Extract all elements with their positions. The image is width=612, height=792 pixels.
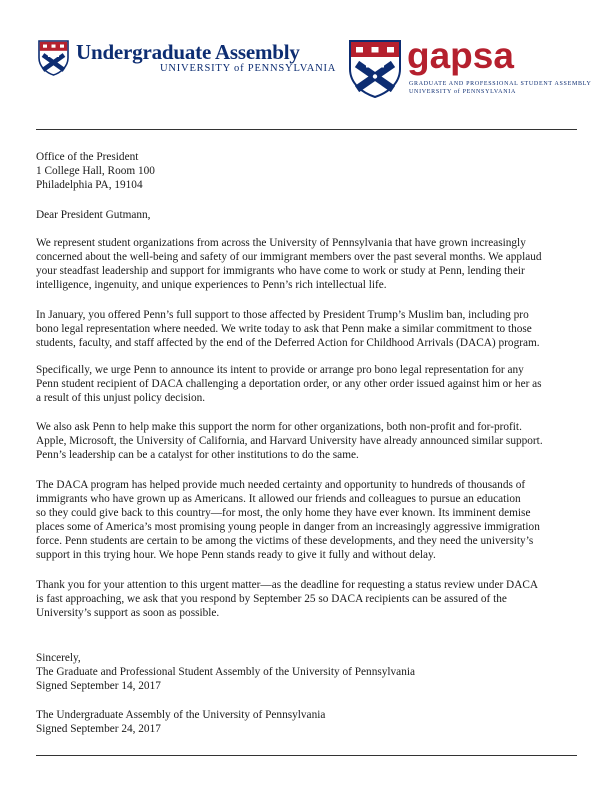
- footer-divider: [36, 755, 577, 756]
- paragraph-line: In January, you offered Penn’s full support to those affected by President Trump’s Muslim ban, including pro: [36, 309, 529, 321]
- second-signature-block: [36, 709, 577, 737]
- paragraph-line: force. Penn students are certain to be among the victims of these developments, and they need the university’s: [36, 534, 534, 547]
- paragraph-line: a result of this unjust policy decision.: [36, 391, 206, 404]
- penn-shield-icon: [349, 40, 401, 98]
- salutation: Dear President Gutmann,: [36, 209, 151, 221]
- paragraph-line: so they could give back to this country—for most, the only home they have ever known. Its imminent demise: [36, 506, 531, 519]
- ua-logo: [38, 40, 338, 80]
- body-paragraph: [36, 364, 577, 406]
- ua-name: Undergraduate Assembly: [76, 40, 300, 64]
- signature-org: The Undergraduate Assembly of the University of Pennsylvania: [36, 709, 326, 721]
- penn-shield-icon: [38, 40, 69, 76]
- gapsa-university: UNIVERSITY of PENNSYLVANIA: [409, 89, 516, 95]
- paragraph-line: University’s support as soon as possible.: [36, 606, 220, 619]
- ua-university: UNIVERSITY of PENNSYLVANIA: [160, 63, 337, 74]
- paragraph-line: your steadfast leadership and support for immigrants who have come to work or study at Penn, lending their: [36, 264, 525, 277]
- address-line: Philadelphia PA, 19104: [36, 178, 143, 191]
- header-divider: [36, 129, 577, 130]
- signature-date: Signed September 14, 2017: [36, 679, 161, 692]
- body-paragraph: [36, 237, 577, 293]
- paragraph-line: Apple, Microsoft, the University of California, and Harvard University have already announced similar support.: [36, 434, 543, 447]
- paragraph-line: Penn’s leadership can be a catalyst for other institutions to do the same.: [36, 448, 359, 461]
- body-paragraph: [36, 421, 577, 463]
- paragraph-line: immigrants who have grown up as Americans. It allowed our friends and colleagues to pursue an education: [36, 492, 521, 505]
- signature-org: The Graduate and Professional Student Assembly of the University of Pennsylvania: [36, 665, 416, 678]
- paragraph-line: students, faculty, and staff affected by the end of the Deferred Action for Childhood Arrivals (DACA) program.: [36, 336, 540, 349]
- closing-sincerely: Sincerely,: [36, 652, 81, 664]
- paragraph-line: Penn student recipient of DACA challenging a deportation order, or any other order issued against him or her as: [36, 377, 542, 390]
- paragraph-line: Thank you for your attention to this urgent matter—as the deadline for requesting a status review under DACA: [36, 579, 539, 591]
- paragraph-line: bono legal representation where needed. We write today to ask that Penn make a similar commitment to those: [36, 322, 532, 335]
- signature-date: Signed September 24, 2017: [36, 722, 161, 735]
- body-paragraph: [36, 309, 577, 351]
- body-paragraph: [36, 579, 577, 621]
- paragraph-line: concerned about the well-being and safety of our immigrant members over the past several months. We applaud: [36, 250, 542, 263]
- paragraph-line: support in this trying hour. We hope Penn stands ready to give it fully and without delay.: [36, 548, 436, 561]
- closing-block: [36, 652, 577, 694]
- address-block: [36, 151, 577, 193]
- paragraph-line: We represent student organizations from across the University of Pennsylvania that have grown increasingly: [36, 237, 526, 249]
- address-line: 1 College Hall, Room 100: [36, 164, 155, 177]
- paragraph-line: We also ask Penn to help make this support the norm for other organizations, both non-profit and for-profit.: [36, 421, 522, 433]
- paragraph-line: places some of America’s most promising young people in danger from an increasingly aggressive immigration: [36, 520, 540, 533]
- paragraph-line: Specifically, we urge Penn to announce its intent to provide or arrange pro bono legal representation for any: [36, 364, 524, 376]
- gapsa-logo: [349, 35, 592, 98]
- gapsa-wordmark: gapsa: [407, 35, 514, 76]
- paragraph-line: intelligence, ingenuity, and unique experiences to Penn’s rich intellectual life.: [36, 278, 387, 291]
- paragraph-line: is fast approaching, we ask that you respond by September 25 so DACA recipients can be assured of the: [36, 592, 507, 605]
- gapsa-subtitle: GRADUATE AND PROFESSIONAL STUDENT ASSEMBLY: [409, 81, 592, 87]
- paragraph-line: The DACA program has helped provide much needed certainty and opportunity to hundreds of thousands of: [36, 479, 526, 491]
- body-paragraph: [36, 479, 577, 562]
- address-line: Office of the President: [36, 151, 139, 163]
